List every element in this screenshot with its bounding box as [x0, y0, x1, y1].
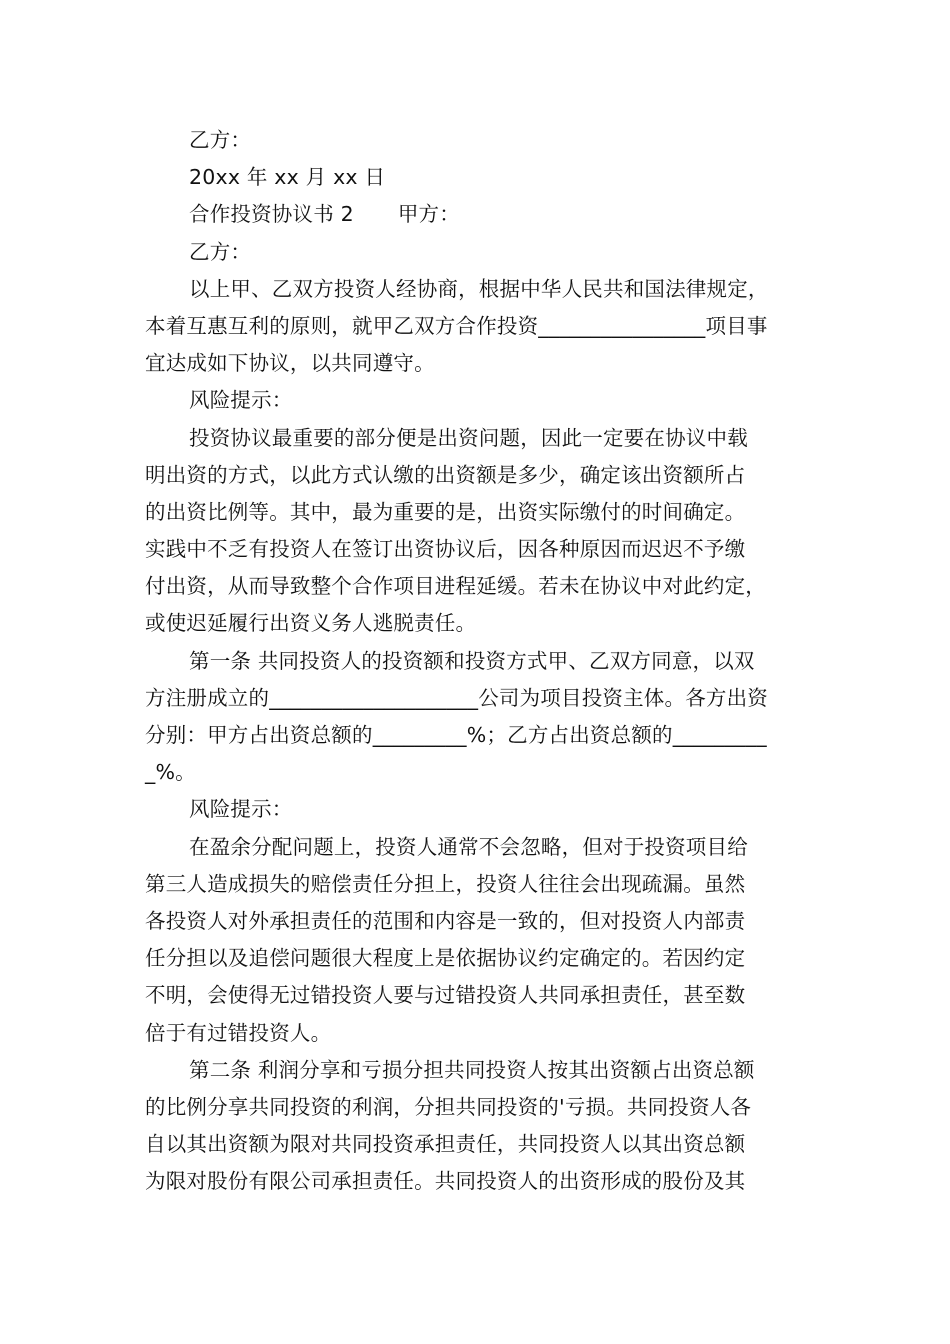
doc-line: 付出资，从而导致整个合作项目进程延缓。若未在协议中对此约定， [145, 574, 766, 599]
doc-line: 第一条 共同投资人的投资额和投资方式甲、乙双方同意，以双 [189, 648, 755, 673]
doc-line: 第二条 利润分享和亏损分担共同投资人按其出资额占出资总额 [189, 1057, 755, 1082]
doc-line: 为限对股份有限公司承担责任。共同投资人的出资形成的股份及其 [145, 1169, 746, 1194]
doc-line: 的出资比例等。其中，最为重要的是，出资实际缴付的时间确定。 [145, 499, 746, 524]
doc-line: 风险提示： [189, 797, 293, 822]
doc-line: 自以其出资额为限对共同投资承担责任，共同投资人以其出资总额 [145, 1132, 746, 1157]
doc-line: 乙方： [189, 239, 252, 264]
doc-line: 合作投资协议书 2 甲方： [189, 202, 460, 227]
doc-line: _%。 [145, 760, 196, 785]
doc-line: 乙方： [189, 128, 252, 152]
doc-line: 宜达成如下协议，以共同遵守。 [145, 351, 435, 376]
doc-line: 在盈余分配问题上，投资人通常不会忽略，但对于投资项目给 [189, 834, 748, 859]
doc-line: 各投资人对外承担责任的范围和内容是一致的，但对投资人内部责 [145, 908, 746, 933]
doc-line: 以上甲、乙双方投资人经协商，根据中华人民共和国法律规定， [189, 276, 769, 301]
doc-line: 或使迟延履行出资义务人逃脱责任。 [145, 611, 477, 636]
doc-line: 投资协议最重要的部分便是出资问题，因此一定要在协议中载 [189, 425, 748, 450]
doc-line: 不明，会使得无过错投资人要与过错投资人共同承担责任，甚至数 [145, 983, 746, 1008]
doc-line: 的比例分享共同投资的利润，分担共同投资的'亏损。共同投资人各 [145, 1094, 752, 1119]
doc-line: 明出资的方式，以此方式认缴的出资额是多少，确定该出资额所占 [145, 462, 746, 487]
doc-line: 任分担以及追偿问题很大程度上是依据协议约定确定的。若因约定 [145, 946, 746, 971]
doc-line: 第三人造成损失的赔偿责任分担上，投资人往往会出现疏漏。虽然 [145, 871, 746, 896]
doc-line: 分别：甲方占出资总额的_________%；乙方占出资总额的_________ [145, 723, 767, 747]
doc-line: 方注册成立的____________________公司为项目投资主体。各方出资 [145, 685, 768, 710]
doc-line: 20xx 年 xx 月 xx 日 [189, 165, 386, 190]
doc-line: 实践中不乏有投资人在签订出资协议后，因各种原因而迟迟不予缴 [145, 537, 746, 562]
doc-line: 风险提示： [189, 388, 293, 413]
document-body [145, 122, 825, 1200]
doc-line: 本着互惠互利的原则，就甲乙双方合作投资________________项目事 [145, 313, 768, 338]
doc-line: 倍于有过错投资人。 [145, 1020, 332, 1045]
party-a-label: 甲方： [397, 202, 460, 227]
